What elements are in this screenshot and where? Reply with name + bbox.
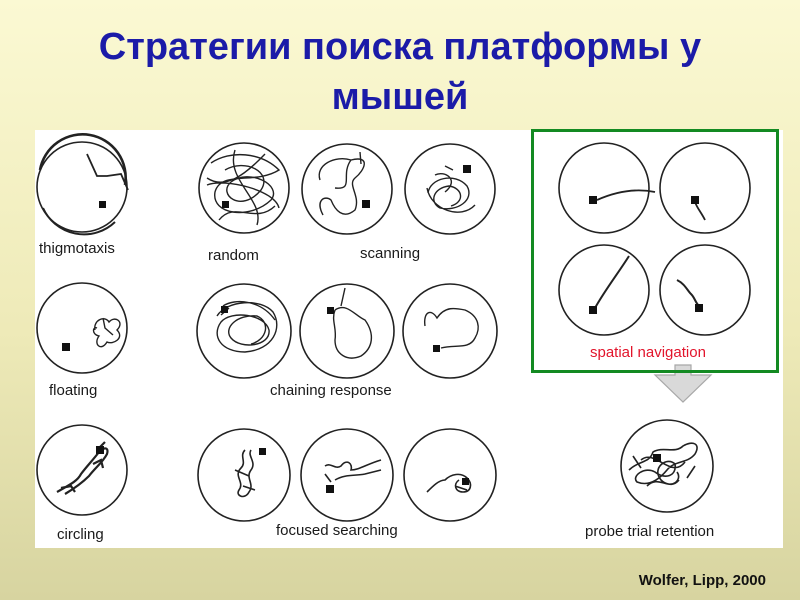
label-probe-trial-retention: probe trial retention <box>585 523 715 540</box>
chaining-response-pool <box>197 284 291 378</box>
label-floating: floating <box>49 382 98 399</box>
scanning-pool <box>302 144 392 234</box>
label-chaining-response: chaining response <box>270 382 392 399</box>
scanning-pool-2 <box>405 144 495 234</box>
focused-searching-pool <box>198 429 290 521</box>
label-focused-searching: focused searching <box>276 522 398 539</box>
thigmotaxis-pool <box>37 134 128 234</box>
slide-title: Стратегии поиска платформы у мышей <box>98 26 702 118</box>
focused-searching-pool-2 <box>301 429 393 521</box>
chaining-response-pool-2 <box>300 284 394 378</box>
probe-trial-retention-pool <box>621 420 713 512</box>
chaining-response-pool-3 <box>403 284 497 378</box>
label-scanning: scanning <box>360 245 421 262</box>
label-circling: circling <box>57 526 104 543</box>
floating-pool <box>37 283 127 373</box>
focused-searching-pool-3 <box>404 429 496 521</box>
citation: Wolfer, Lipp, 2000 <box>638 572 766 589</box>
label-thigmotaxis: thigmotaxis <box>39 240 115 257</box>
random-pool <box>199 143 289 233</box>
label-random: random <box>208 247 259 264</box>
spatial-navigation-highlight-box <box>531 129 779 373</box>
label-spatial-navigation: spatial navigation <box>590 344 706 361</box>
circling-pool <box>37 425 127 515</box>
